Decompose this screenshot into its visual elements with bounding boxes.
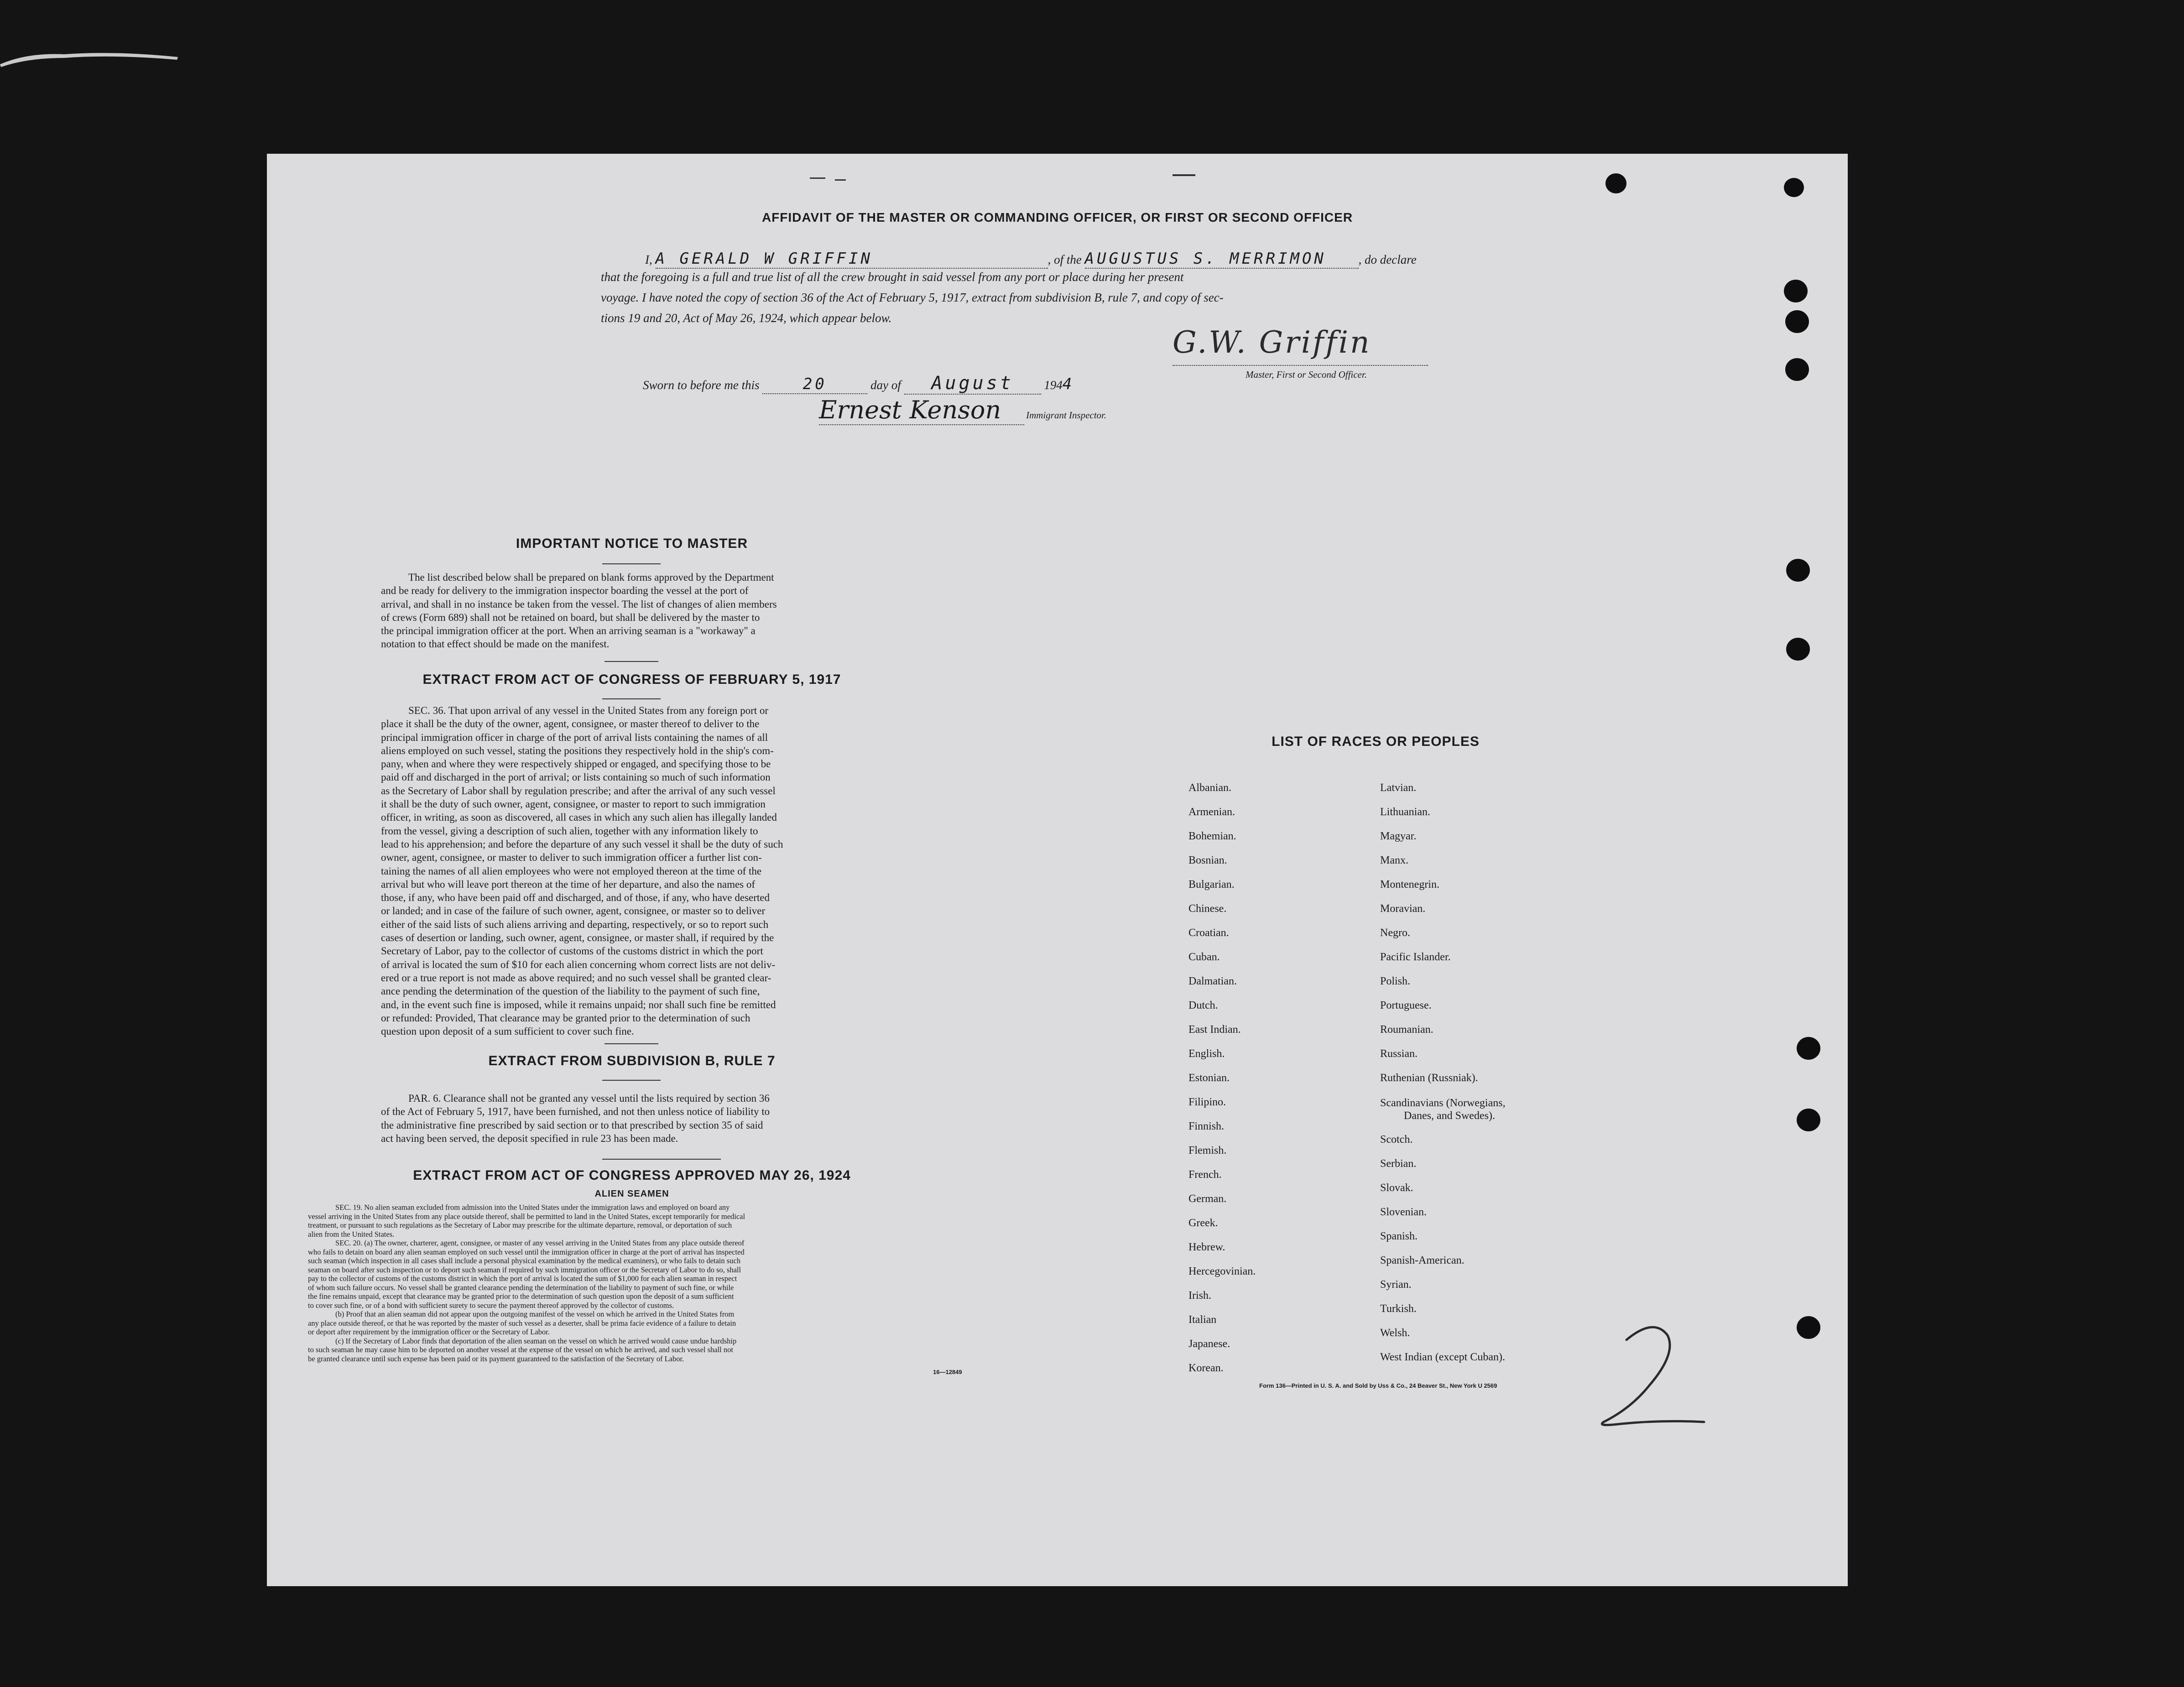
extract-1917-line: those, if any, who have been paid off and discharged, and of those, if any, who have deserted: [381, 892, 770, 904]
extract-1917-line: aliens employed on such vessel, stating the positions they respectively hold in the ship's com-: [381, 745, 774, 756]
affidavit-line-2: that the foregoing is a full and true list of all the crew brought in said vessel from any port or place during her present: [601, 270, 1184, 284]
extract-1924-line: alien from the United States.: [308, 1229, 395, 1239]
extract-1917-line: place it shall be the duty of the owner, agent, consignee, or master thereof to deliver to the: [381, 718, 760, 730]
rule7-line: of the Act of February 5, 1917, have been furnished, and not then unless notice of liability to: [381, 1106, 770, 1118]
rule7-title: EXTRACT FROM SUBDIVISION B, RULE 7: [488, 1053, 776, 1068]
top-dash: [1173, 174, 1195, 176]
race-item: English.: [1188, 1048, 1225, 1060]
race-item: Dalmatian.: [1188, 975, 1237, 987]
film-streak: [0, 48, 178, 67]
alien-seamen-subtitle: ALIEN SEAMEN: [594, 1189, 669, 1199]
extract-1917-line: either of the said lists of such aliens arriving and departing, respectively, or so to report such: [381, 918, 769, 930]
races-right-column: [1380, 776, 1506, 1369]
master-name-field: A GERALD W GRIFFIN: [656, 250, 1048, 269]
inspector-signature-block: [819, 396, 1106, 425]
race-item: Albanian.: [1188, 782, 1231, 794]
race-item: Serbian.: [1380, 1158, 1417, 1170]
extract-1917-line: pany, when and where they were respectively shipped or engaged, and specifying those to be: [381, 758, 771, 770]
master-signature-block: [1173, 325, 1492, 380]
punch-hole-icon: [1797, 1109, 1820, 1131]
extract-1924-line: SEC. 20. (a) The owner, charterer, agent, consignee, or master of any vessel arriving in the United States from any place outside thereof: [335, 1239, 745, 1247]
race-item: Italian: [1188, 1314, 1217, 1326]
extract-1917-line: SEC. 36. That upon arrival of any vessel in the United States from any foreign port or: [408, 705, 769, 716]
rule7-line: the administrative fine prescribed by said section or to that prescribed by section 35 of said: [381, 1119, 763, 1131]
notice-body: [381, 571, 897, 651]
signature-caption: Master, First or Second Officer.: [1246, 369, 1367, 380]
race-item: Croatian.: [1188, 927, 1229, 939]
race-item: Turkish.: [1380, 1303, 1417, 1315]
notice-line: The list described below shall be prepared on blank forms approved by the Department: [408, 572, 774, 583]
extract-1917-line: taining the names of all alien employees who were not employed thereon at the time of the: [381, 865, 762, 877]
vessel-name-field: AUGUSTUS S. MERRIMON: [1085, 250, 1359, 269]
race-item: Irish.: [1188, 1290, 1211, 1302]
month-field: August: [904, 373, 1041, 395]
punch-hole-icon: [1784, 280, 1808, 302]
inspector-signature: Ernest Kenson: [819, 396, 1024, 425]
rule7-body: [381, 1092, 897, 1145]
race-item: Finnish.: [1188, 1120, 1225, 1132]
extract-1917-line: owner, agent, consignee, or master to deliver to such immigration officer a further list con-: [381, 852, 762, 864]
rule7-line: PAR. 6. Clearance shall not be granted any vessel until the lists required by section 36: [408, 1093, 770, 1104]
race-item: Cuban.: [1188, 951, 1220, 963]
races-title: LIST OF RACES OR PEOPLES: [1272, 734, 1480, 749]
race-item: Filipino.: [1188, 1096, 1226, 1108]
extract-1917-line: as the Secretary of Labor shall by regulation prescribe; and after the arrival of any such vessel: [381, 785, 776, 797]
race-item: Syrian.: [1380, 1279, 1412, 1291]
race-item: Negro.: [1380, 927, 1410, 939]
extract-1924-line: the fine remains unpaid, except that clearance may be granted prior to the determination of such question upon the deposit of a sum sufficient: [308, 1292, 734, 1301]
extract-1917-line: lead to his apprehension; and before the departure of any such vessel it shall be the duty of such: [381, 838, 783, 850]
race-item: Scotch.: [1380, 1134, 1413, 1145]
extract-1924-line: to such seaman he may cause him to be deported on another vessel at the expense of the vessel on which he arrived, and such vessel shall not: [308, 1345, 733, 1354]
punch-hole-icon: [1605, 173, 1626, 193]
divider: [602, 1159, 721, 1160]
divider: [605, 661, 658, 662]
punch-hole-icon: [1797, 1037, 1820, 1060]
extract-1917-line: ance pending the determination of the question of the liability to the payment of such fine,: [381, 985, 760, 997]
extract-1924-line: vessel arriving in the United States from any place outside thereof, shall be permitted to land in the United States, except temporarily for medical: [308, 1212, 745, 1221]
extract-1917-line: it shall be the duty of such owner, agent, consignee, or master to report to such immigration: [381, 798, 766, 810]
extract-1924-line: of whom such failure occurs. No vessel shall be granted clearance pending the determination of the liability to payment of such fine, or while: [308, 1283, 734, 1292]
master-signature: G.W. Griffin: [1173, 325, 1371, 360]
top-dash: [835, 179, 846, 181]
signature-line: [1173, 365, 1428, 366]
race-item: Welsh.: [1380, 1327, 1410, 1339]
extract-1924-line: be granted clearance until such expense has been paid or its payment guaranteed to the satisfaction of the Secretary of Labor.: [308, 1354, 684, 1363]
divider: [605, 1043, 658, 1044]
day-of-label: day of: [870, 378, 901, 392]
extract-1917-line: question upon deposit of a sum sufficient to cover such fine.: [381, 1026, 634, 1037]
race-item: Magyar.: [1380, 830, 1417, 842]
year-suffix: 4: [1062, 375, 1075, 393]
extract-1917-line: and, in the event such fine is imposed, while it remains unpaid; nor shall such fine be remitted: [381, 999, 776, 1010]
notice-title: IMPORTANT NOTICE TO MASTER: [516, 536, 748, 551]
notice-line: of crews (Form 689) shall not be retained on board, but shall be delivered by the master to: [381, 611, 760, 623]
extract-1924-title: EXTRACT FROM ACT OF CONGRESS APPROVED MAY 26, 1924: [413, 1168, 851, 1183]
race-item: Chinese.: [1188, 903, 1227, 915]
race-item: Ruthenian (Russniak).: [1380, 1072, 1478, 1084]
race-item: West Indian (except Cuban).: [1380, 1351, 1505, 1363]
race-item: Bulgarian.: [1188, 879, 1235, 890]
sworn-label: Sworn to before me this: [643, 378, 760, 392]
race-item: East Indian.: [1188, 1024, 1241, 1036]
extract-1917-body: [381, 704, 897, 1038]
race-item: Latvian.: [1380, 782, 1417, 794]
do-declare-label: , do declare: [1358, 253, 1417, 266]
race-item: Armenian.: [1188, 806, 1235, 818]
race-item: Hebrew.: [1188, 1241, 1225, 1253]
extract-1924-line: pay to the collector of customs of the customs district in which the port of arrival is located the sum of $1,000 for each alien seaman in respect: [308, 1274, 737, 1283]
race-item: Moravian.: [1380, 903, 1426, 915]
punch-hole-icon: [1784, 178, 1804, 197]
punch-hole-icon: [1786, 559, 1810, 582]
race-item: Lithuanian.: [1380, 806, 1430, 818]
sworn-line: [643, 373, 1074, 395]
extract-1917-line: from the vessel, giving a description of such alien, together with any information likely to: [381, 825, 758, 837]
notice-line: arrival, and shall in no instance be taken from the vessel. The list of changes of alien members: [381, 598, 777, 610]
race-item: Japanese.: [1188, 1338, 1230, 1350]
race-item: Polish.: [1380, 975, 1411, 987]
race-item: Manx.: [1380, 854, 1408, 866]
rule7-line: act having been served, the deposit specified in rule 23 has been made.: [381, 1132, 678, 1144]
extract-1924-line: such seaman (which inspection in all cases shall include a personal physical examination by the medical examiners), or who fails to detain such: [308, 1256, 741, 1265]
extract-1924-line: treatment, or pursuant to such regulations as the Secretary of Labor may prescribe for the ultimate departure, removal, or deportation of such: [308, 1221, 732, 1229]
race-item: Spanish-American.: [1380, 1255, 1465, 1266]
affidavit-line-3: voyage. I have noted the copy of section 36 of the Act of February 5, 1917, extract from subdivision B, rule 7, and copy of sec-: [601, 291, 1224, 304]
divider: [602, 698, 661, 699]
affidavit-line-1: [645, 250, 1417, 269]
race-item: Hercegovinian.: [1188, 1265, 1256, 1277]
races-left-column: [1188, 776, 1256, 1380]
punch-hole-icon: [1797, 1316, 1820, 1339]
notice-line: notation to that effect should be made on the manifest.: [381, 638, 610, 650]
race-item: Pacific Islander.: [1380, 951, 1451, 963]
race-item: Spanish.: [1380, 1230, 1418, 1242]
extract-1917-line: ered or a true report is not made as above required; and no such vessel shall be granted clear-: [381, 972, 771, 984]
extract-1917-title: EXTRACT FROM ACT OF CONGRESS OF FEBRUARY 5, 1917: [422, 672, 841, 687]
affidavit-line-4: tions 19 and 20, Act of May 26, 1924, which appear below.: [601, 311, 892, 325]
extract-1924-body: [308, 1203, 944, 1363]
extract-1924-line: seaman on board after such inspection or to deport such seaman if required by such immigration officer or the Secretary of Labor to do so, shall: [308, 1265, 741, 1274]
punch-hole-icon: [1785, 358, 1809, 381]
race-item: Bosnian.: [1188, 854, 1227, 866]
race-item: Scandinavians (Norwegians,: [1380, 1097, 1506, 1109]
form-footer: Form 136—Printed in U. S. A. and Sold by Uss & Co., 24 Beaver St., New York U 2569: [1259, 1382, 1497, 1389]
race-item: Danes, and Swedes).: [1404, 1110, 1495, 1122]
punch-hole-icon: [1786, 638, 1810, 661]
extract-1917-line: or refunded: Provided, That clearance may be granted prior to the determination of such: [381, 1012, 751, 1024]
race-item: Slovenian.: [1380, 1206, 1427, 1218]
race-item: Flemish.: [1188, 1145, 1227, 1156]
handwritten-2-icon: [1599, 1322, 1709, 1440]
inspector-caption: Immigrant Inspector.: [1026, 410, 1107, 421]
extract-1917-line: officer, in writing, as soon as discovered, all cases in which any such alien has illegally landed: [381, 812, 777, 823]
extract-1917-line: cases of desertion or landing, such owner, agent, consignee, or master shall, if required by the: [381, 932, 774, 944]
extract-1917-line: arrival but who will leave port thereon at the time of her departure, and also the names of: [381, 878, 756, 890]
race-item: Estonian.: [1188, 1072, 1230, 1084]
race-item: Portuguese.: [1380, 1000, 1432, 1011]
extract-1924-line: SEC. 19. No alien seaman excluded from admission into the United States under the immigration laws and employed on board any: [335, 1203, 730, 1212]
race-item: Korean.: [1188, 1362, 1224, 1374]
extract-1917-line: paid off and discharged in the port of arrival; or lists containing so much of such information: [381, 771, 771, 783]
extract-1917-line: principal immigration officer in charge of the port of arrival lists containing the names of all: [381, 731, 768, 743]
day-field: 20: [762, 375, 867, 394]
extract-1924-line: who fails to detain on board any alien seaman employed on such vessel until the immigration officer in charge at the port of arrival has inspected: [308, 1247, 745, 1256]
extract-1924-line: (c) If the Secretary of Labor finds that deportation of the alien seaman on the vessel on which he arrived would cause undue hardship: [335, 1336, 737, 1345]
race-item: Slovak.: [1380, 1182, 1413, 1194]
punch-hole-icon: [1785, 310, 1809, 333]
race-item: Dutch.: [1188, 1000, 1218, 1011]
race-item: Greek.: [1188, 1217, 1218, 1229]
affidavit-title: AFFIDAVIT OF THE MASTER OR COMMANDING OFFICER, OR FIRST OR SECOND OFFICER: [761, 210, 1353, 224]
notice-line: and be ready for delivery to the immigration inspector boarding the vessel at the port of: [381, 585, 749, 597]
of-the-label: , of the: [1048, 253, 1082, 266]
year-prefix: 194: [1044, 378, 1063, 392]
race-item: German.: [1188, 1193, 1227, 1205]
notice-line: the principal immigration officer at the port. When an arriving seaman is a "workaway" a: [381, 625, 756, 637]
extract-1924-line: to cover such fine, or of a bond with sufficient surety to secure the payment thereof approved by the collector of customs.: [308, 1301, 674, 1310]
top-dash: [810, 177, 825, 179]
race-item: Montenegrin.: [1380, 879, 1439, 890]
race-item: Roumanian.: [1380, 1024, 1433, 1036]
extract-1917-line: of arrival is located the sum of $10 for each alien concerning whom correct lists are not deliv-: [381, 958, 776, 970]
race-item: Bohemian.: [1188, 830, 1236, 842]
divider: [602, 1080, 661, 1081]
extract-1924-line: any place outside thereof, or that he was reported by the master of such vessel as a deserter, shall be prima facie evidence of a failure to detain: [308, 1318, 736, 1328]
race-item: Russian.: [1380, 1048, 1418, 1060]
extract-1924-line: (b) Proof that an alien seaman did not appear upon the outgoing manifest of the vessel on which he arrived in the United States from: [335, 1310, 735, 1318]
margin-mark: [1599, 1322, 1709, 1440]
extract-1924-line: or deport after requirement by the immigration officer or the Secretary of Labor.: [308, 1328, 550, 1336]
print-code: 16—12849: [933, 1369, 962, 1375]
document-page: [267, 154, 1848, 1586]
divider: [602, 563, 661, 564]
extract-1917-line: Secretary of Labor, pay to the collector of customs of the customs district in which the port: [381, 945, 763, 957]
extract-1917-line: or landed; and in case of the failure of such owner, agent, consignee, or master so to deliver: [381, 905, 766, 917]
i-label: I,: [645, 253, 652, 266]
race-item: French.: [1188, 1169, 1222, 1181]
